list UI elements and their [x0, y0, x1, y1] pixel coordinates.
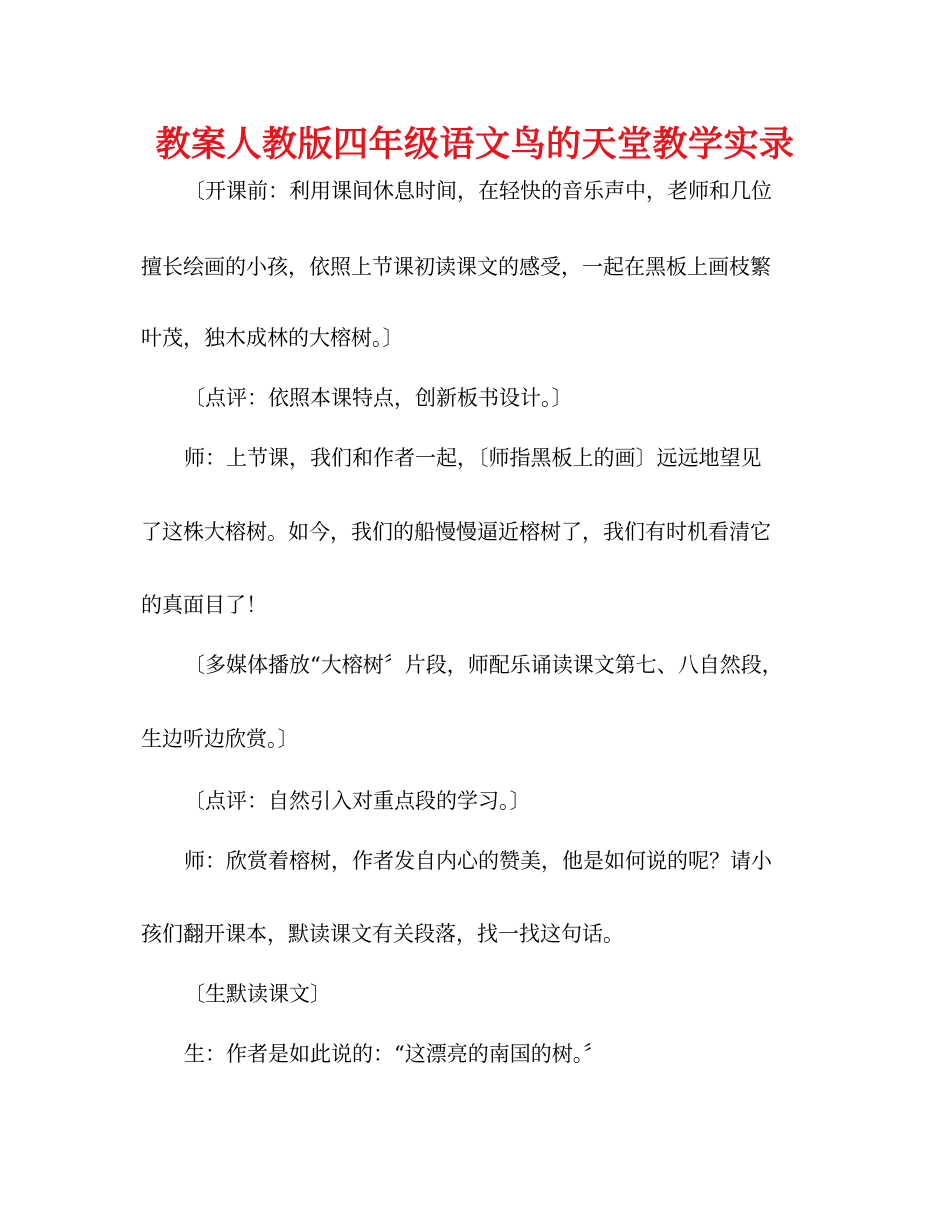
text-line: 〔开课前：利用课间休息时间，在轻快的音乐声中，老师和几位	[184, 179, 772, 203]
text-line: 了这株大榕树。如今，我们的船慢慢逼近榕树了，我们有时机看清它	[141, 520, 771, 544]
text-line: 生边听边欣赏。〕	[141, 727, 299, 751]
text-line: 叶茂，独木成林的大榕树。〕	[141, 326, 404, 350]
text-line: 〔多媒体播放“大榕树〞片段，师配乐诵读课文第七、八自然段，	[184, 653, 783, 677]
text-line: 〔生默读课文〕	[184, 982, 331, 1006]
document-title: 教案人教版四年级语文鸟的天堂教学实录	[155, 125, 795, 165]
text-line: 生：作者是如此说的：“这漂亮的南国的树。〞	[184, 1042, 605, 1066]
text-line: 师：上节课，我们和作者一起，〔师指黑板上的画〕远远地望见	[184, 446, 762, 470]
text-line: 〔点评：依照本课特点，创新板书设计。〕	[184, 386, 573, 410]
text-line: 擅长绘画的小孩，依照上节课初读课文的感受，一起在黑板上画枝繁	[141, 255, 771, 279]
text-line: 的真面目了！	[141, 593, 267, 617]
text-line: 〔点评：自然引入对重点段的学习。〕	[184, 789, 531, 813]
text-line: 师：欣赏着榕树，作者发自内心的赞美，他是如何说的呢？请小	[184, 849, 772, 873]
text-line: 孩们翻开课本，默读课文有关段落，找一找这句话。	[141, 922, 624, 946]
